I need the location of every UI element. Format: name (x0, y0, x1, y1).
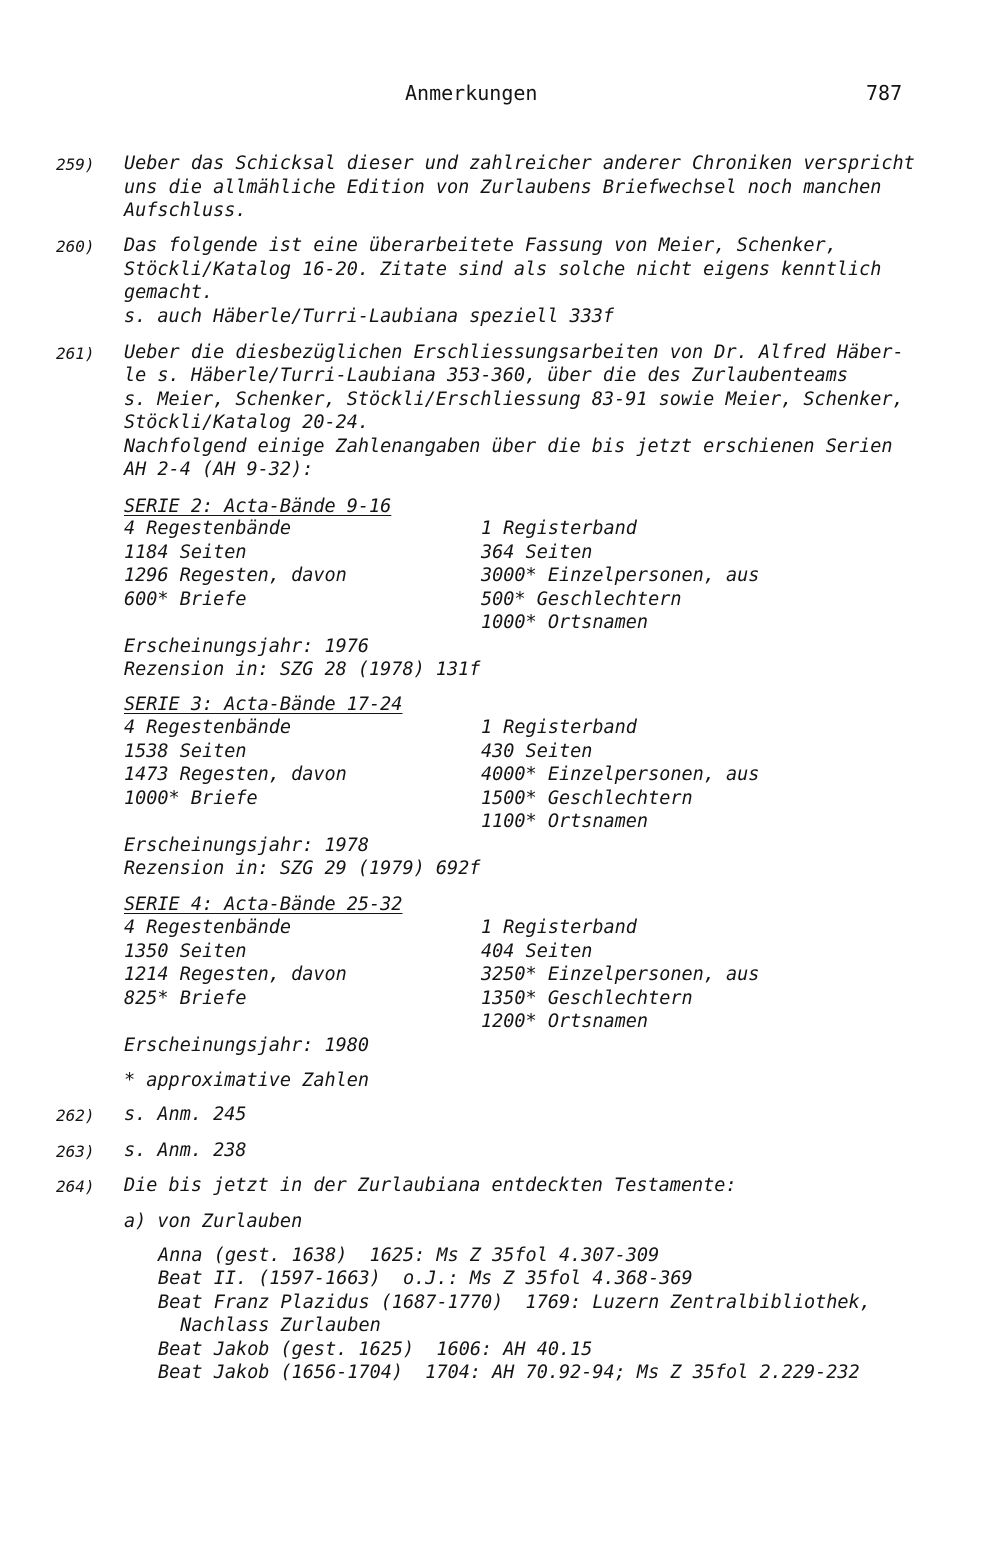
note-264-text: Die bis jetzt in der Zurlaubiana entdeckten Testamente: (124, 1175, 737, 1196)
subheading-von-zurlauben: a) von Zurlauben (124, 1211, 303, 1232)
note-261-line-2: le s. Häberle/Turri-Laubiana 353-360, über die des Zurlaubenteams (124, 365, 848, 386)
note-number-263: 263) (56, 1142, 95, 1161)
series-2-left-2: 1184 Seiten (124, 542, 247, 563)
note-261-line-5: Nachfolgend einige Zahlenangaben über die bis jetzt erschienen Serien (124, 436, 893, 457)
testament-line-5: Beat Jakob (gest. 1625) 1606: AH 40.15 (158, 1339, 593, 1360)
series-4-left-3: 1214 Regesten, davon (124, 964, 347, 985)
series-2-review: Rezension in: SZG 28 (1978) 131f (124, 659, 481, 680)
series-4-left-2: 1350 Seiten (124, 941, 247, 962)
note-263-text: s. Anm. 238 (124, 1140, 247, 1161)
testament-line-6: Beat Jakob (1656-1704) 1704: AH 70.92-94; Ms Z 35fol 2.229-232 (158, 1362, 860, 1383)
series-3-right-2: 430 Seiten (481, 741, 593, 762)
note-261-line-4: Stöckli/Katalog 20-24. (124, 412, 370, 433)
note-260-line-1: Das folgende ist eine überarbeitete Fassung von Meier, Schenker, (124, 235, 837, 256)
series-2-left-4: 600* Briefe (124, 589, 247, 610)
series-3-heading: SERIE 3: Acta-Bände 17-24 (124, 694, 403, 715)
series-4-left-1: 4 Regestenbände (124, 917, 292, 938)
series-4-right-3: 3250* Einzelpersonen, aus (481, 964, 760, 985)
note-number-259: 259) (56, 155, 95, 174)
testament-line-2: Beat II. (1597-1663) o.J.: Ms Z 35fol 4.368-369 (158, 1268, 693, 1289)
series-3-left-1: 4 Regestenbände (124, 717, 292, 738)
series-2-right-2: 364 Seiten (481, 542, 593, 563)
series-2-left-3: 1296 Regesten, davon (124, 565, 347, 586)
note-259-line-1: Ueber das Schicksal dieser und zahlreicher anderer Chroniken verspricht (124, 153, 915, 174)
note-259-line-2: uns die allmähliche Edition von Zurlaubens Briefwechsel noch manchen (124, 177, 882, 198)
note-261-line-3: s. Meier, Schenker, Stöckli/Erschliessung 83-91 sowie Meier, Schenker, (124, 389, 904, 410)
note-262-text: s. Anm. 245 (124, 1104, 247, 1125)
series-2-right-4: 500* Geschlechtern (481, 589, 682, 610)
series-4-right-4: 1350* Geschlechtern (481, 988, 693, 1009)
note-260-line-2: Stöckli/Katalog 16-20. Zitate sind als solche nicht eigens kenntlich (124, 259, 882, 280)
testament-line-4: Nachlass Zurlauben (158, 1315, 381, 1336)
approx-note: * approximative Zahlen (124, 1070, 370, 1091)
series-3-year: Erscheinungsjahr: 1978 (124, 835, 370, 856)
series-2-right-1: 1 Registerband (481, 518, 637, 539)
note-number-262: 262) (56, 1106, 95, 1125)
note-260-line-3: gemacht. (124, 282, 214, 303)
testament-line-3: Beat Franz Plazidus (1687-1770) 1769: Luzern Zentralbibliothek, (158, 1292, 871, 1313)
series-3-right-5: 1100* Ortsnamen (481, 811, 649, 832)
note-number-261: 261) (56, 344, 95, 363)
note-259-line-3: Aufschluss. (124, 200, 247, 221)
series-4-left-4: 825* Briefe (124, 988, 247, 1009)
series-3-right-4: 1500* Geschlechtern (481, 788, 693, 809)
page-number: 787 (866, 81, 903, 105)
series-4-year: Erscheinungsjahr: 1980 (124, 1035, 370, 1056)
note-number-260: 260) (56, 237, 95, 256)
series-2-year: Erscheinungsjahr: 1976 (124, 636, 370, 657)
testament-line-1: Anna (gest. 1638) 1625: Ms Z 35fol 4.307-309 (158, 1245, 660, 1266)
note-260-line-4: s. auch Häberle/Turri-Laubiana speziell 333f (124, 306, 615, 327)
series-4-right-5: 1200* Ortsnamen (481, 1011, 649, 1032)
note-261-line-1: Ueber die diesbezüglichen Erschliessungsarbeiten von Dr. Alfred Häber- (124, 342, 904, 363)
series-3-right-3: 4000* Einzelpersonen, aus (481, 764, 760, 785)
series-2-left-1: 4 Regestenbände (124, 518, 292, 539)
series-4-heading: SERIE 4: Acta-Bände 25-32 (124, 894, 403, 915)
series-2-right-3: 3000* Einzelpersonen, aus (481, 565, 760, 586)
series-3-left-3: 1473 Regesten, davon (124, 764, 347, 785)
series-4-right-2: 404 Seiten (481, 941, 593, 962)
series-4-right-1: 1 Registerband (481, 917, 637, 938)
series-3-left-4: 1000* Briefe (124, 788, 258, 809)
series-2-heading: SERIE 2: Acta-Bände 9-16 (124, 496, 392, 517)
note-261-line-6: AH 2-4 (AH 9-32): (124, 459, 314, 480)
series-3-right-1: 1 Registerband (481, 717, 637, 738)
series-3-left-2: 1538 Seiten (124, 741, 247, 762)
series-3-review: Rezension in: SZG 29 (1979) 692f (124, 858, 481, 879)
note-number-264: 264) (56, 1177, 95, 1196)
page-header-title: Anmerkungen (405, 81, 538, 105)
series-2-right-5: 1000* Ortsnamen (481, 612, 649, 633)
